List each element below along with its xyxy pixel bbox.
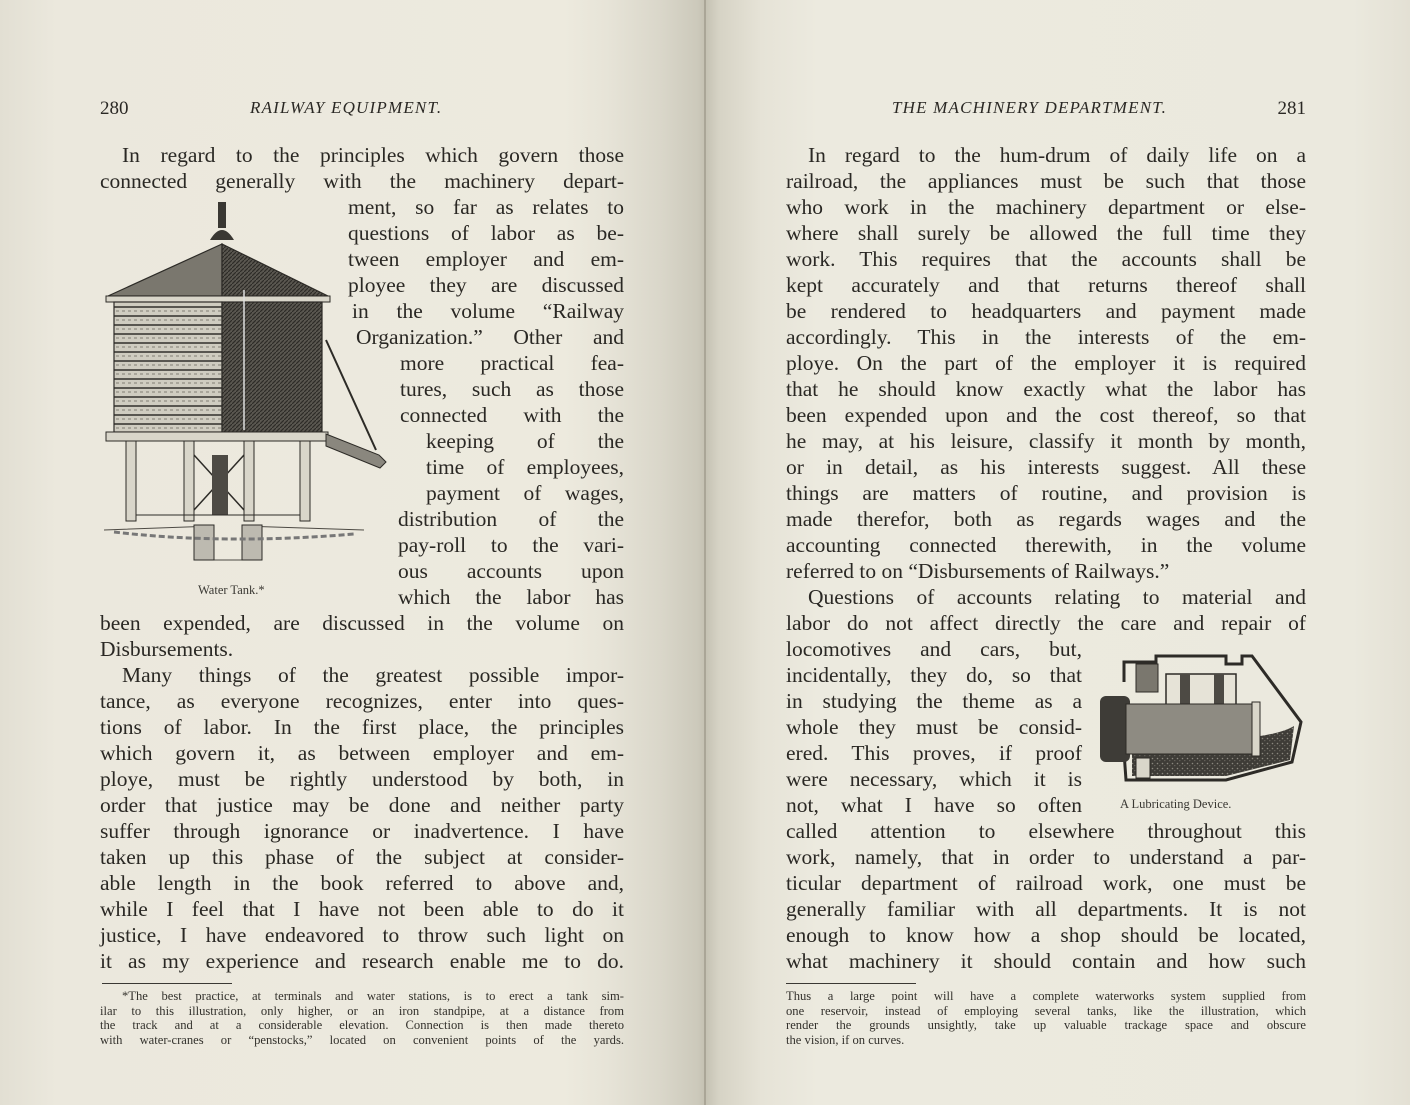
text-line: ous accounts upon: [398, 559, 624, 583]
text-line: accordingly. This in the interests of the em-: [786, 325, 1306, 349]
text-line: labor do not affect directly the care and repair of: [786, 611, 1306, 635]
text-line: who work in the machinery department or else-: [786, 195, 1306, 219]
text-line: pay-roll to the vari-: [398, 533, 624, 557]
text-line: been expended upon and the cost thereof, so that: [786, 403, 1306, 427]
text-line: ment, so far as relates to: [348, 195, 624, 219]
text-line: that he should know exactly what the labor has: [786, 377, 1306, 401]
text-line: tween employer and em-: [348, 247, 624, 271]
text-line: he may, at his leisure, classify it month by month,: [786, 429, 1306, 453]
text-line: accounting connected therewith, in the volume: [786, 533, 1306, 557]
text-line: suffer through ignorance or inadvertence. I have: [100, 819, 624, 843]
text-line: locomotives and cars, but,: [786, 637, 1082, 661]
text-line: or in detail, as his interests suggest. All these: [786, 455, 1306, 479]
text-line: ticular department of railroad work, one must be: [786, 871, 1306, 895]
running-head-title: THE MACHINERY DEPARTMENT.: [892, 98, 1168, 117]
text-line: Many things of the greatest possible impor-: [122, 663, 624, 687]
text-line: made therefor, both as regards wages and the: [786, 507, 1306, 531]
right-footnote: [786, 989, 1306, 1047]
footnote-line: ilar to this illustration, only higher, or an iron standpipe, at a distance from: [100, 1003, 624, 1018]
text-line: railroad, the appliances must be such that those: [786, 169, 1306, 193]
text-line: in studying the theme as a: [786, 689, 1082, 713]
footnote-line: the track and at a considerable elevation. Connection is then made thereto: [100, 1018, 624, 1032]
text-line: incidentally, they do, so that: [786, 663, 1082, 687]
text-line: it as my experience and research enable me to do.: [100, 949, 624, 973]
text-line: work, namely, that in order to understand a par-: [786, 845, 1306, 869]
footnote-rule: [786, 983, 916, 984]
text-line: kept accurately and that returns thereof shall: [786, 273, 1306, 297]
text-line: In regard to the principles which govern those: [122, 143, 624, 167]
footnote-line: *The best practice, at terminals and water stations, is to erect a tank sim-: [122, 989, 624, 1003]
text-line: while I feel that I have not been able to do it: [100, 897, 624, 921]
text-line: justice, I have endeavored to throw such light on: [100, 923, 624, 947]
page-number: 281: [1277, 98, 1306, 119]
left-page: [100, 0, 624, 1105]
footnote-line: one reservoir, instead of employing several tanks, like the illustration, which: [786, 1003, 1306, 1018]
text-line: keeping of the: [426, 429, 624, 453]
text-line: where shall surely be allowed the full time they: [786, 221, 1306, 245]
text-line: tures, such as those: [400, 377, 624, 401]
left-footnote: [100, 989, 624, 1047]
lubricating-device-icon: [1096, 652, 1306, 787]
text-line: work. This requires that the accounts shall be: [786, 247, 1306, 271]
footnote-line: render the grounds unsightly, take up valuable trackage space and obscure: [786, 1018, 1306, 1032]
water-tank-caption: Water Tank.*: [198, 583, 265, 597]
text-line: which the labor has: [398, 585, 624, 609]
text-line: ploye. On the part of the employer it is required: [786, 351, 1306, 375]
text-line: time of employees,: [426, 455, 624, 479]
lubricating-device-illustration: [1096, 652, 1306, 787]
text-line: questions of labor as be-: [348, 221, 624, 245]
text-line: more practical fea-: [400, 351, 624, 375]
text-line: Organization.” Other and: [356, 325, 624, 349]
text-line: order that justice may be done and neither party: [100, 793, 624, 817]
text-line: which govern it, as between employer and em-: [100, 741, 624, 765]
text-line: ploye, must be rightly understood by both, in: [100, 767, 624, 791]
text-line: distribution of the: [398, 507, 624, 531]
left-running-header: [100, 98, 624, 122]
text-line: been expended, are discussed in the volume on: [100, 611, 624, 635]
right-running-header: [786, 98, 1306, 122]
text-line: be rendered to headquarters and payment made: [786, 299, 1306, 323]
text-line: not, what I have so often: [786, 793, 1082, 817]
text-line: referred to on “Disbursements of Railways.”: [786, 559, 1170, 583]
text-line: In regard to the hum-drum of daily life on a: [808, 143, 1306, 167]
text-line: taken up this phase of the subject at consider-: [100, 845, 624, 869]
right-body-text: [786, 142, 1306, 974]
text-line: what machinery it should contain and how such: [786, 949, 1306, 973]
text-line: tions of labor. In the first place, the principles: [100, 715, 624, 739]
footnote-line: with water-cranes or “penstocks,” located on convenient points of the yards.: [100, 1032, 624, 1047]
book-gutter: [704, 0, 706, 1105]
footnote-line: Thus a large point will have a complete waterworks system supplied from: [786, 989, 1306, 1003]
text-line: able length in the book referred to above and,: [100, 871, 624, 895]
text-line: connected with the: [400, 403, 624, 427]
text-line: Questions of accounts relating to material and: [808, 585, 1306, 609]
text-line: ployee they are discussed: [348, 273, 624, 297]
text-line: enough to know how a shop should be located,: [786, 923, 1306, 947]
running-head-title: RAILWAY EQUIPMENT.: [250, 98, 443, 117]
text-line: things are matters of routine, and provision is: [786, 481, 1306, 505]
page-number: 280: [100, 98, 129, 119]
text-line: connected generally with the machinery depart-: [100, 169, 624, 193]
text-line: payment of wages,: [426, 481, 624, 505]
footnote-rule: [102, 983, 232, 984]
left-body-text: [100, 142, 624, 974]
right-page: [786, 0, 1306, 1105]
text-line: whole they must be consid-: [786, 715, 1082, 739]
text-line: in the volume “Railway: [352, 299, 624, 323]
text-line: ered. This proves, if proof: [786, 741, 1082, 765]
footnote-line: the vision, if on curves.: [786, 1032, 905, 1047]
text-line: were necessary, which it is: [786, 767, 1082, 791]
text-line: Disbursements.: [100, 637, 234, 661]
text-line: generally familiar with all departments. It is not: [786, 897, 1306, 921]
lubricating-device-caption: A Lubricating Device.: [1120, 797, 1232, 811]
text-line: called attention to elsewhere throughout this: [786, 819, 1306, 843]
text-line: tance, as everyone recognizes, enter into ques-: [100, 689, 624, 713]
